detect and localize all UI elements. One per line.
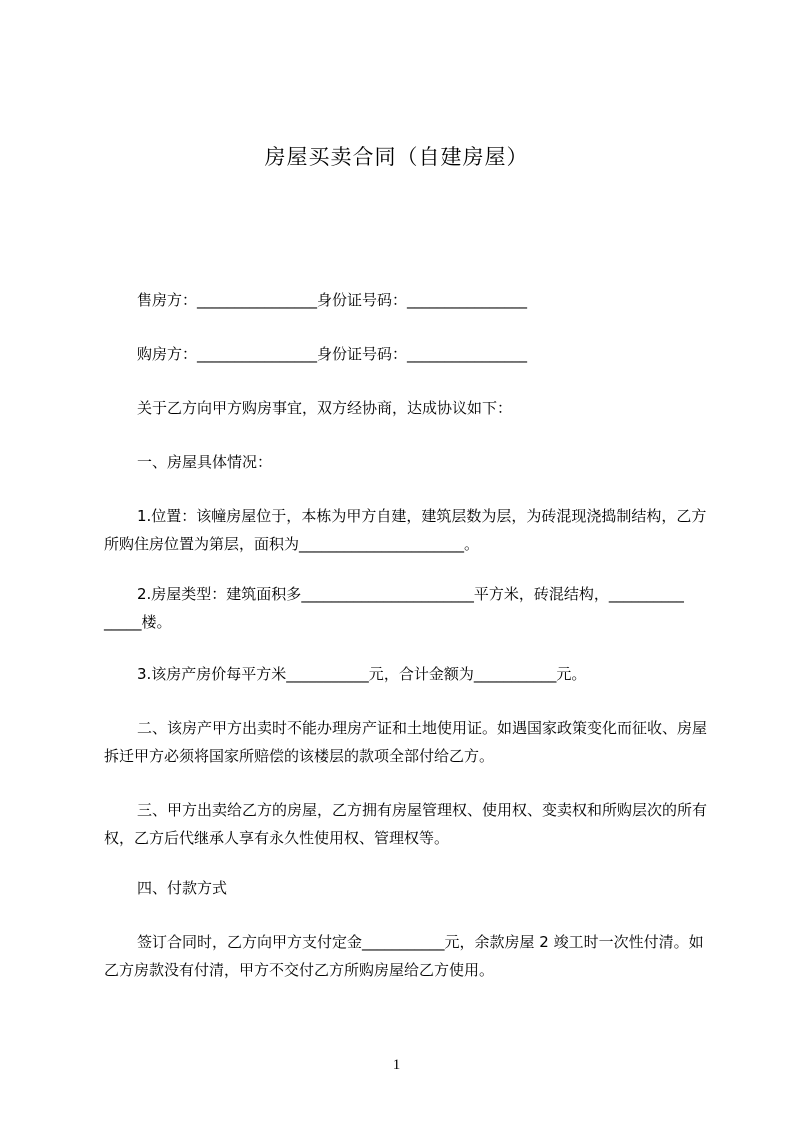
intro-paragraph: 关于乙方向甲方购房事宜，双方经协商，达成协议如下：	[137, 399, 513, 417]
payment-text: 签订合同时，乙方向甲方支付定金___________元，余款房屋 2 竣工时一次性付清。如乙方房款没有付清，甲方不交付乙方所购房屋给乙方使用。	[104, 933, 704, 979]
item1-text: 1.位置：该幢房屋位于，本栋为甲方自建，建筑层数为层，为砖混现浇捣制结构，乙方所购住房位置为第层，面积为______________________。	[104, 507, 707, 553]
section3-text: 三、甲方出卖给乙方的房屋，乙方拥有房屋管理权、使用权、变卖权和所购层次的所有权，乙方后代继承人享有永久性使用权、管理权等。	[104, 801, 708, 847]
item2-text: 2.房屋类型：建筑面积多_______________________平方米，砖混结构，__________ _____楼。	[104, 585, 684, 631]
section2-text: 二、该房产甲方出卖时不能办理房产证和土地使用证。如遇国家政策变化而征收、房屋拆迁甲方必须将国家所赔偿的该楼层的款项全部付给乙方。	[104, 719, 708, 765]
item1-paragraph	[104, 502, 714, 558]
item3-paragraph: 3.该房产房价每平方米___________元，合计金额为___________元。	[137, 665, 587, 683]
section4-heading: 四、付款方式	[137, 879, 228, 897]
section2-paragraph	[104, 714, 714, 770]
payment-paragraph	[104, 928, 714, 984]
document-title: 房屋买卖合同（自建房屋）	[264, 145, 529, 169]
section1-heading: 一、房屋具体情况：	[137, 453, 273, 471]
seller-line: 售房方：________________身份证号码：________________	[137, 291, 528, 309]
section3-paragraph	[104, 796, 714, 852]
page-number: 1	[392, 1057, 401, 1073]
item2-paragraph	[104, 580, 714, 636]
buyer-line: 购房方：________________身份证号码：________________	[137, 345, 528, 363]
